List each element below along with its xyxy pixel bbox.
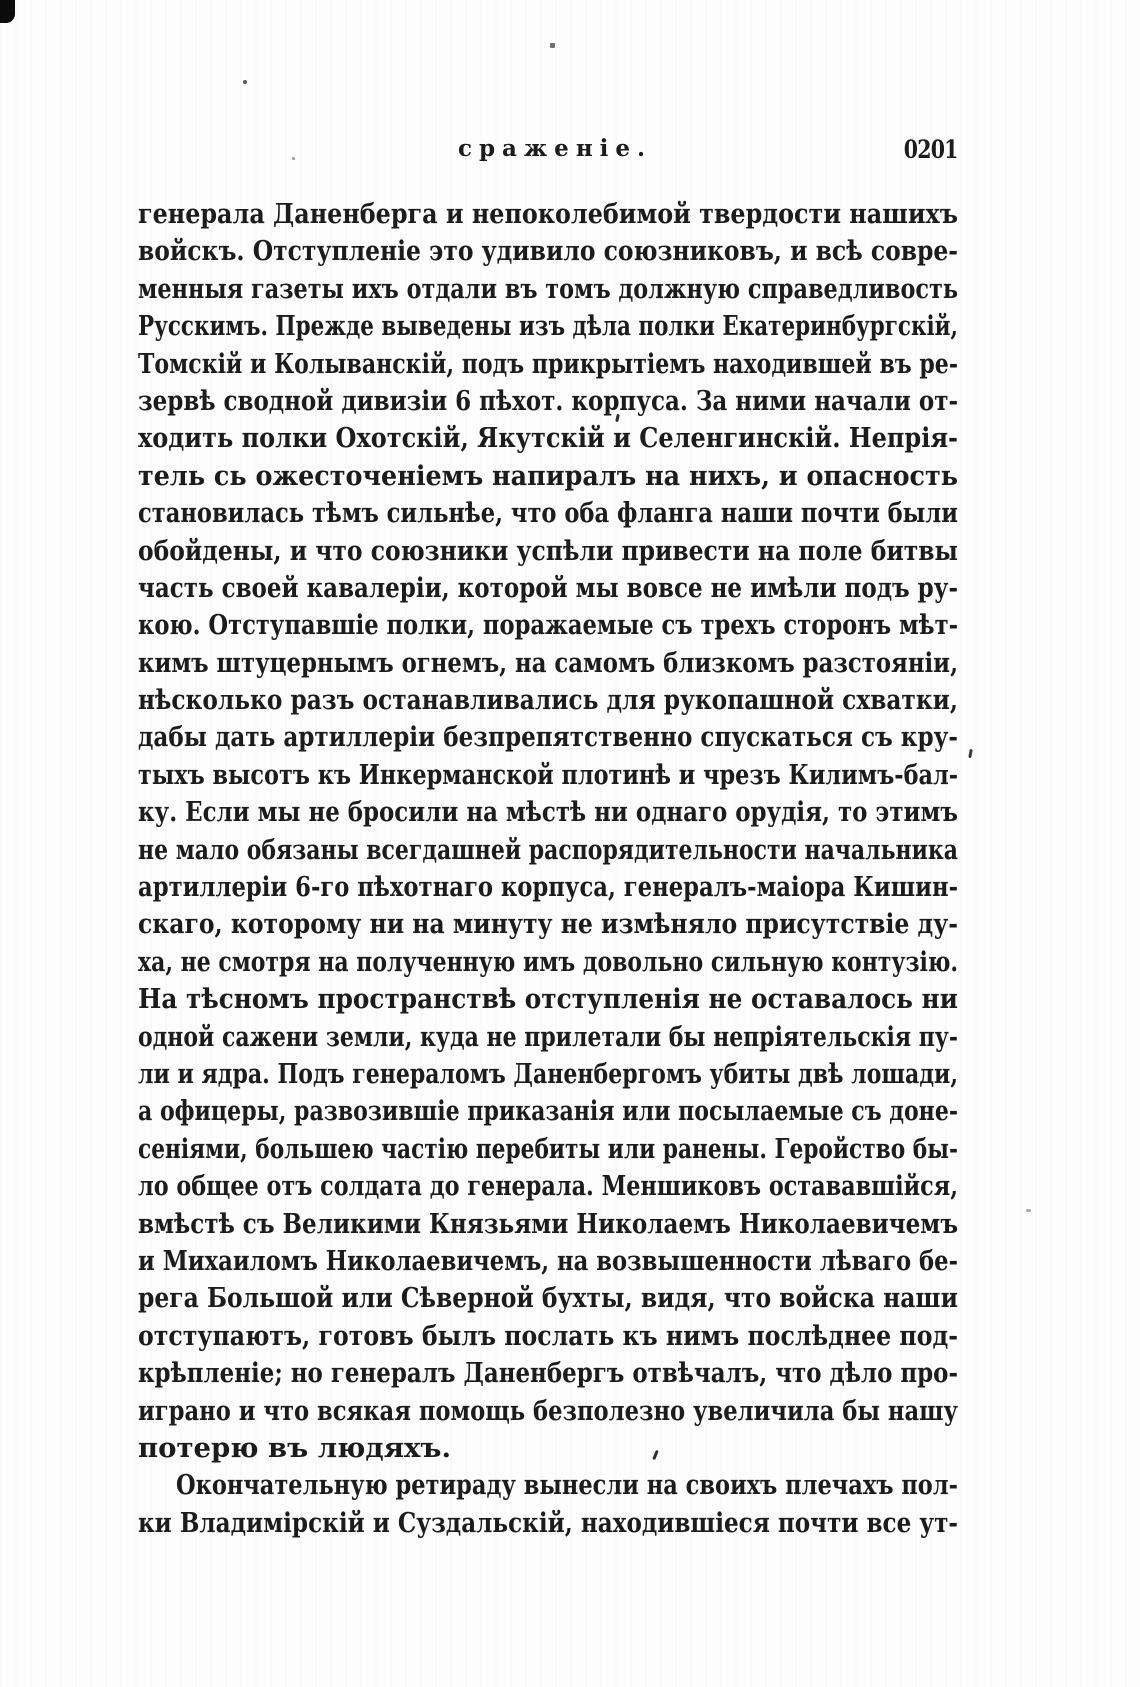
text-line-content: сеніями, большею частію перебиты или ранены. Геройство бы- <box>138 1132 958 1165</box>
text-line <box>138 832 958 869</box>
text-line-content: нѣсколько разъ останавливались для рукопашной схватки, <box>138 684 958 717</box>
text-line <box>138 271 958 308</box>
text-line-content: рега Большой или Сѣверной бухты, видя, что войска наши <box>138 1282 958 1315</box>
text-line-content: часть своей кавалеріи, которой мы вовсе не имѣли подъ ру- <box>138 571 958 604</box>
text-line <box>138 1505 958 1542</box>
text-line <box>138 1355 958 1392</box>
text-line-content: ло общее отъ солдата до генерала. Меншиковъ остававшійся, <box>138 1170 958 1203</box>
text-line-content: и Михаиломъ Николаевичемъ, на возвышенности лѣваго бе- <box>138 1244 958 1277</box>
text-line-content: а офицеры, развозившіе приказанія или посылаемые съ доне- <box>138 1095 958 1128</box>
text-line <box>138 1206 958 1243</box>
text-line <box>138 346 958 383</box>
text-line-content: ха, не смотря на полученную имъ довольно сильную контузію. <box>138 945 958 978</box>
text-line <box>138 233 958 270</box>
text-line <box>138 1318 958 1355</box>
page-number: 0201 <box>904 135 958 164</box>
text-line-content: Русскимъ. Прежде выведены изъ дѣла полки Екатеринбургскій, <box>138 310 958 343</box>
text-line-content: кою. Отступавшіе полки, поражаемые съ трехъ сторонъ мѣт- <box>138 609 958 642</box>
text-line-content: тель сь ожесточеніемъ напиралъ на нихъ, и опасность <box>138 459 958 492</box>
text-line-content: отступаютъ, готовъ былъ послать къ нимъ послѣднее под- <box>138 1319 958 1352</box>
text-line-content: обойдены, и что союзники успѣли привести на поле битвы <box>138 534 958 567</box>
text-line <box>138 794 958 831</box>
text-line <box>138 1243 958 1280</box>
text-line-content: менныя газеты ихъ отдали въ томъ должную справедливость <box>138 272 958 305</box>
text-line-content: ходить полки Охотскій, Якутскій и Селенгинскій. Непрія- <box>138 422 958 455</box>
text-line-content: Окончательную ретираду вынесли на своихъ плечахъ пол- <box>176 1469 958 1502</box>
text-line <box>138 458 958 495</box>
text-line <box>138 607 958 644</box>
ink-speck <box>1026 1209 1031 1212</box>
text-line <box>138 1131 958 1168</box>
text-line <box>138 1280 958 1317</box>
text-line-content: дабы дать артиллеріи безпрепятственно спускаться съ кру- <box>138 721 958 754</box>
text-line-content: артиллеріи 6-го пѣхотнаго корпуса, генералъ-маіора Кишин- <box>138 871 958 904</box>
text-line-content: На тѣсномъ пространствѣ отступленія не оставалось ни <box>138 983 958 1016</box>
text-line-content: ки Владимірскій и Суздальскій, находившіеся почти все ут- <box>138 1506 958 1539</box>
text-line-content: играно и что всякая помощь безполезно увеличила бы нашу <box>138 1394 958 1427</box>
text-line <box>138 1168 958 1205</box>
ink-speck <box>968 749 973 758</box>
text-line-content: скаго, которому ни на минуту не измѣняло присутствіе ду- <box>138 908 958 941</box>
text-line <box>138 196 958 233</box>
text-line-content: одной сажени земли, куда не прилетали бы непріятельскія пу- <box>138 1020 958 1053</box>
running-head-title: сраженіе. <box>457 135 653 162</box>
text-line-content: не мало обязаны всегдашней распорядительности начальника <box>138 833 958 866</box>
text-line <box>138 1430 958 1467</box>
text-line <box>138 1056 958 1093</box>
text-line-content: тыхъ высотъ къ Инкерманской плотинѣ и чрезъ Килимъ-бал- <box>138 758 958 791</box>
text-line-content: войскъ. Отступленіе это удивило союзниковъ, и всѣ совре- <box>138 235 958 268</box>
text-line-content: ли и ядра. Подъ генераломъ Даненбергомъ убиты двѣ лошади, <box>138 1057 958 1090</box>
text-line <box>138 906 958 943</box>
text-line <box>138 682 958 719</box>
body-text-block <box>138 196 958 1542</box>
text-line-content: становилась тѣмъ сильнѣе, что оба фланга наши почти были <box>138 497 958 530</box>
text-line <box>138 645 958 682</box>
text-line <box>138 944 958 981</box>
ink-speck <box>243 80 247 84</box>
text-line <box>138 1393 958 1430</box>
text-line-content: Томскій и Колыванскій, подъ прикрытіемъ находившей въ ре- <box>138 347 958 380</box>
text-line-content: крѣпленіе; но генералъ Даненбергъ отвѣчалъ, что дѣло про- <box>138 1357 958 1390</box>
text-line-content: потерю въ людяхъ. <box>138 1431 452 1464</box>
text-line-content: кимъ штуцернымъ огнемъ, на самомъ близкомъ разстояніи, <box>138 646 958 679</box>
text-line-content: зервѣ сводной дивизіи 6 пѣхот. корпуса. За ними начали от- <box>138 384 958 417</box>
text-line <box>138 495 958 532</box>
text-line <box>138 1467 958 1504</box>
text-line <box>138 1019 958 1056</box>
text-line-content: генерала Даненберга и непоколебимой твердости нашихъ <box>138 198 958 230</box>
text-line <box>138 981 958 1018</box>
text-line <box>138 757 958 794</box>
text-line <box>138 719 958 756</box>
text-line-content: ку. Если мы не бросили на мѣстѣ ни однаго орудія, то этимъ <box>138 796 958 829</box>
running-head <box>138 132 958 166</box>
text-line-content: вмѣстѣ съ Великими Князьями Николаемъ Николаевичемъ <box>138 1207 958 1240</box>
ink-speck <box>550 43 555 48</box>
text-line <box>138 570 958 607</box>
text-line <box>138 383 958 420</box>
text-line <box>138 1093 958 1130</box>
text-line <box>138 533 958 570</box>
text-line <box>138 420 958 457</box>
scan-corner-artifact <box>0 0 15 23</box>
text-line <box>138 869 958 906</box>
text-line <box>138 308 958 345</box>
